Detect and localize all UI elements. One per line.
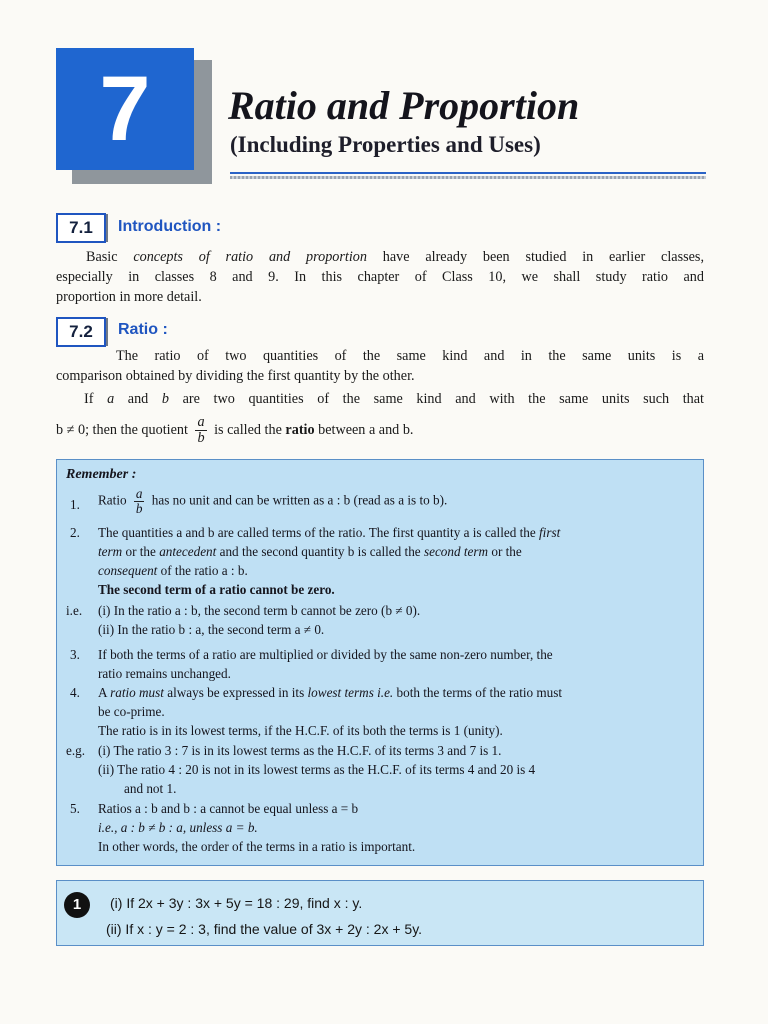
remember-item-5: Ratios a : b and b : a cannot be equal unless a = b i.e., a : b ≠ b : a, unless a = b. In other words, the order of the terms in a ratio is important.: [98, 801, 416, 854]
chapter-subtitle: (Including Properties and Uses): [230, 132, 541, 157]
item-number: 2.: [70, 525, 80, 540]
remember-content: [56, 459, 702, 864]
exercise-question-1: (i) If 2x + 3y : 3x + 5y = 18 : 29, find x : y.: [110, 895, 363, 911]
remember-ie-examples: (i) In the ratio a : b, the second term b cannot be zero (b ≠ 0). (ii) In the ratio b : a, the second term a ≠ 0.: [98, 603, 421, 637]
ratio-condition-paragraph: If a and b are two quantities of the same kind and with the same units such that: [84, 391, 704, 407]
remember-item-4: A ratio must always be expressed in its lowest terms i.e. both the terms of the ratio must be co-prime. The ratio is in its lowest terms, if the H.C.F. of its both the terms is 1 (unity).: [98, 685, 563, 738]
title-rule: [230, 172, 706, 174]
remember-item-2: The quantities a and b are called terms of the ratio. The first quantity a is called the first term or the antecedent and the second quantity b is called the second term or the consequent of the ratio a : b. The second term of a ratio cannot be zero.: [98, 525, 561, 597]
ratio-quotient-line: b ≠ 0; then the quotient $\frac{a}{b}$ is called the ratio between a and b.: [56, 414, 414, 446]
ie-label: i.e.: [66, 603, 83, 618]
intro-paragraph: Basic concepts of ratio and proportion have already been studied in earlier classes, especially in classes 8 and 9. In this chapter of Class 10, we shall study ratio and proportion in more detail.: [56, 249, 704, 305]
item-number: 1.: [70, 497, 80, 512]
section-number: 7.2: [56, 317, 106, 347]
section-title: Ratio :: [118, 321, 168, 338]
item-number: 5.: [70, 801, 80, 816]
remember-item-3: If both the terms of a ratio are multiplied or divided by the same non-zero number, the ratio remains unchanged.: [98, 647, 553, 681]
section-title: Introduction :: [118, 218, 222, 235]
remember-heading: Remember :: [66, 467, 137, 482]
title-rule-pattern: [230, 176, 706, 179]
ratio-definition-paragraph: The ratio of two quantities of the same kind and in the same units is a comparison obtained by dividing the first quantity by the other.: [56, 348, 704, 384]
item-number: 4.: [70, 685, 80, 700]
fraction-a-over-b: $\frac{a}{b}$: [197, 414, 205, 446]
eg-label: e.g.: [66, 743, 86, 758]
item-number: 3.: [70, 647, 80, 662]
remember-item-1: Ratio $\frac{a}{b}$ has no unit and can be written as a : b (read as a is to b).: [98, 486, 448, 516]
remember-eg-examples: (i) The ratio 3 : 7 is in its lowest terms as the H.C.F. of its terms 3 and 7 is 1. (ii) The ratio 4 : 20 is not in its lowest terms as the H.C.F. of its terms 4 and 20 is 4 and not 1.: [98, 743, 536, 796]
chapter-title: Ratio and Proportion: [228, 83, 580, 128]
exercise-number-badge: 1: [64, 892, 90, 918]
chapter-number: 7: [56, 48, 194, 170]
exercise-question-2: (ii) If x : y = 2 : 3, find the value of 3x + 2y : 2x + 5y.: [106, 921, 423, 937]
section-number: 7.1: [56, 213, 106, 243]
